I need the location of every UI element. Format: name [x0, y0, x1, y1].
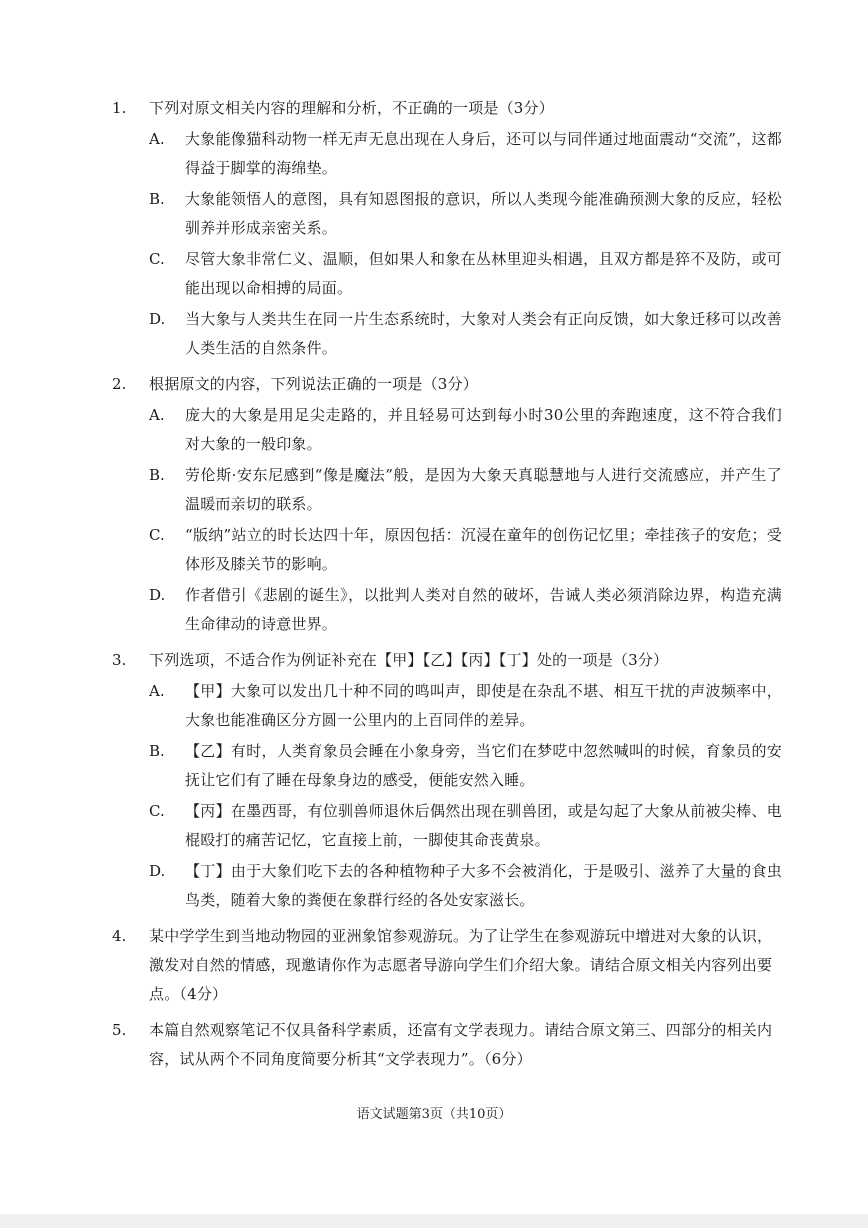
question-stem: 本篇自然观察笔记不仅具备科学素质，还富有文学表现力。请结合原文第三、四部分的相关内容，试从两个不同角度简要分析其“文学表现力”。（6分）	[149, 1021, 773, 1068]
question-number: 3.	[112, 651, 127, 669]
option-b	[112, 185, 782, 243]
option-letter: B.	[149, 742, 165, 760]
question-list	[112, 94, 782, 1081]
option-text: 【甲】大象可以发出几十种不同的鸣叫声，即使是在杂乱不堪、相互干扰的声波频率中，大象也能准确区分方圆一公里内的上百同伴的差异。	[185, 682, 782, 729]
question-stem: 下列选项，不适合作为例证补充在【甲】【乙】【丙】【丁】处的一项是（3分）	[149, 651, 669, 669]
option-text: 【丙】在墨西哥，有位驯兽师退休后偶然出现在驯兽团，或是勾起了大象从前被尖棒、电棍殴打的痛苦记忆，它直接上前，一脚使其命丧黄泉。	[185, 802, 782, 849]
question-5	[112, 1016, 782, 1074]
option-d	[112, 305, 782, 363]
question-3	[112, 646, 782, 915]
option-c	[112, 245, 782, 303]
option-d	[112, 857, 782, 915]
option-text: 【丁】由于大象们吃下去的各种植物种子大多不会被消化，于是吸引、滋养了大量的食虫鸟类，随着大象的粪便在象群行经的各处安家滋长。	[185, 862, 782, 909]
option-text: 尽管大象非常仁义、温顺，但如果人和象在丛林里迎头相遇，且双方都是猝不及防，或可能出现以命相搏的局面。	[185, 250, 782, 297]
option-c	[112, 797, 782, 855]
question-number: 1.	[112, 99, 127, 117]
question-2	[112, 370, 782, 639]
question-number: 4.	[112, 927, 127, 945]
question-1	[112, 94, 782, 363]
option-text: 大象能领悟人的意图，具有知恩图报的意识，所以人类现今能准确预测大象的反应，轻松驯养并形成亲密关系。	[185, 190, 782, 237]
option-letter: B.	[149, 466, 165, 484]
option-text: 作者借引《悲剧的诞生》，以批判人类对自然的破坏，告诫人类必须消除边界，构造充满生命律动的诗意世界。	[185, 586, 782, 633]
option-text: “版纳”站立的时长达四十年，原因包括：沉浸在童年的创伤记忆里；牵挂孩子的安危；受体形及膝关节的影响。	[185, 526, 782, 573]
option-letter: D.	[149, 862, 166, 880]
option-a	[112, 677, 782, 735]
question-4	[112, 922, 782, 1009]
option-letter: C.	[149, 250, 165, 268]
option-text: 劳伦斯·安东尼感到“像是魔法”般，是因为大象天真聪慧地与人进行交流感应，并产生了温暖而亲切的联系。	[185, 466, 782, 513]
option-letter: C.	[149, 526, 165, 544]
page-footer: 语文试题第3页（共10页）	[356, 1107, 512, 1122]
option-text: 当大象与人类共生在同一片生态系统时，大象对人类会有正向反馈，如大象迁移可以改善人类生活的自然条件。	[185, 310, 782, 357]
option-letter: A.	[149, 682, 165, 700]
question-number: 2.	[112, 375, 127, 393]
option-letter: D.	[149, 310, 166, 328]
option-letter: A.	[149, 406, 165, 424]
option-a	[112, 125, 782, 183]
question-stem: 某中学学生到当地动物园的亚洲象馆参观游玩。为了让学生在参观游玩中增进对大象的认识，激发对自然的情感，现邀请你作为志愿者导游向学生们介绍大象。请结合原文相关内容列出要点。（4分）	[149, 927, 773, 1003]
option-letter: D.	[149, 586, 166, 604]
option-b	[112, 737, 782, 795]
option-letter: C.	[149, 802, 165, 820]
option-a	[112, 401, 782, 459]
option-letter: B.	[149, 190, 165, 208]
question-stem: 下列对原文相关内容的理解和分析，不正确的一项是（3分）	[149, 99, 554, 117]
question-number: 5.	[112, 1021, 127, 1039]
option-text: 大象能像猫科动物一样无声无息出现在人身后，还可以与同伴通过地面震动“交流”，这都得益于脚掌的海绵垫。	[185, 130, 782, 177]
option-c	[112, 521, 782, 579]
option-b	[112, 461, 782, 519]
option-d	[112, 581, 782, 639]
option-text: 庞大的大象是用足尖走路的，并且轻易可达到每小时30公里的奔跑速度，这不符合我们对大象的一般印象。	[185, 406, 782, 453]
option-letter: A.	[149, 130, 165, 148]
question-stem: 根据原文的内容，下列说法正确的一项是（3分）	[149, 375, 478, 393]
scan-bottom-edge	[0, 1214, 868, 1228]
option-text: 【乙】有时，人类育象员会睡在小象身旁，当它们在梦呓中忽然喊叫的时候，育象员的安抚让它们有了睡在母象身边的感受，便能安然入睡。	[185, 742, 782, 789]
